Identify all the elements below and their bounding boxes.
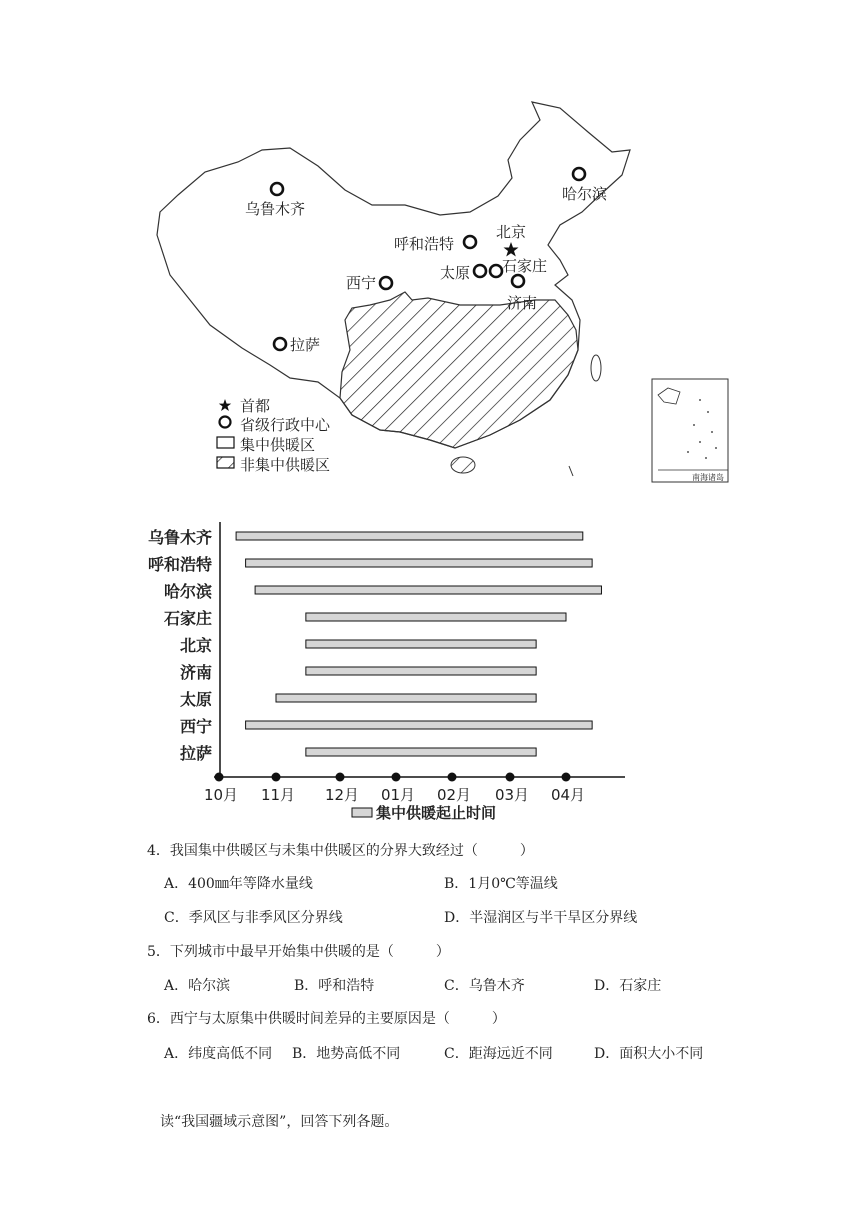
- taiyuan-marker: [474, 265, 486, 277]
- row-label-8: 拉萨: [179, 744, 212, 763]
- bar-7: [246, 721, 593, 729]
- hohhot-marker: [464, 236, 476, 248]
- label-harbin: 哈尔滨: [562, 185, 608, 203]
- row-label-2: 哈尔滨: [163, 582, 212, 601]
- row-label-4: 北京: [179, 636, 212, 655]
- tick-dot-1: [272, 773, 281, 782]
- tick-label-6: 04月: [550, 786, 586, 804]
- tick-label-1: 11月: [260, 786, 296, 804]
- bar-1: [246, 559, 593, 567]
- label-taiyuan: 太原: [440, 264, 471, 282]
- bar-3: [306, 613, 566, 621]
- urumqi-marker: [271, 183, 283, 195]
- row-label-5: 济南: [179, 663, 212, 682]
- tick-label-4: 02月: [436, 786, 472, 804]
- hainan-island: [451, 457, 475, 473]
- tick-label-5: 03月: [494, 786, 530, 804]
- legend-blank-box-icon: [217, 437, 234, 448]
- harbin-marker: [573, 168, 585, 180]
- tick-dot-0: [215, 773, 224, 782]
- label-beijing: 北京: [496, 223, 527, 241]
- question-6-option-c: C．距海远近不同: [444, 1046, 553, 1062]
- question-4-option-b: B．1月0℃等温线: [444, 876, 558, 892]
- label-jinan: 济南: [507, 294, 538, 312]
- question-6-option-d: D．面积大小不同: [594, 1046, 704, 1062]
- question-4-option-c: C．季风区与非季风区分界线: [164, 910, 343, 926]
- row-label-7: 西宁: [179, 717, 212, 736]
- question-5-stem: 5．下列城市中最早开始集中供暖的是（ ）: [147, 944, 450, 960]
- bar-0: [236, 532, 583, 540]
- bar-2: [255, 586, 601, 594]
- gantt-chart-svg: [0, 510, 860, 830]
- tick-dot-6: [562, 773, 571, 782]
- tick-dot-2: [336, 773, 345, 782]
- tick-dot-5: [506, 773, 515, 782]
- label-xining: 西宁: [346, 274, 377, 292]
- tick-dot-3: [392, 773, 401, 782]
- label-south-sea-islands: 南海诸岛: [692, 473, 724, 482]
- question-6-option-a: A．纬度高低不同: [164, 1046, 273, 1062]
- row-label-1: 呼和浩特: [147, 555, 212, 574]
- label-lhasa: 拉萨: [290, 336, 321, 354]
- tick-label-0: 10月: [203, 786, 239, 804]
- question-5-option-a: A．哈尔滨: [164, 978, 231, 994]
- bar-5: [306, 667, 536, 675]
- question-4-option-d: D．半湿润区与半干旱区分界线: [444, 910, 638, 926]
- jinan-marker: [512, 275, 524, 287]
- question-6-stem: 6．西宁与太原集中供暖时间差异的主要原因是（ ）: [147, 1011, 506, 1027]
- chart-legend-label: 集中供暖起止时间: [376, 804, 497, 822]
- legend-hatched-box-icon: [217, 457, 234, 468]
- bar-8: [306, 748, 536, 756]
- chart-legend-swatch: [352, 808, 372, 817]
- tick-dot-4: [448, 773, 457, 782]
- row-label-0: 乌鲁木齐: [147, 528, 212, 547]
- legend-circle-icon: [220, 417, 231, 428]
- tick-label-2: 12月: [324, 786, 360, 804]
- south-sea-inset: [652, 379, 728, 482]
- legend-capital-label: 首都: [240, 397, 271, 415]
- shijiazhuang-marker: [490, 265, 502, 277]
- row-label-3: 石家庄: [163, 609, 212, 628]
- question-4-option-a: A．400㎜年等降水量线: [164, 876, 313, 892]
- row-label-6: 太原: [179, 690, 212, 709]
- non-central-heating-area: [340, 292, 578, 448]
- question-5-option-c: C．乌鲁木齐: [444, 978, 525, 994]
- label-shijiazhuang: 石家庄: [502, 257, 548, 275]
- label-hohhot: 呼和浩特: [394, 235, 455, 253]
- footer-instruction: 读“我国疆域示意图”，回答下列各题。: [160, 1114, 399, 1130]
- legend-star-icon: [219, 399, 231, 411]
- bar-4: [306, 640, 536, 648]
- tick-label-3: 01月: [380, 786, 416, 804]
- taiwan-island: [591, 355, 601, 381]
- bar-6: [276, 694, 536, 702]
- question-5-option-d: D．石家庄: [594, 978, 662, 994]
- label-urumqi: 乌鲁木齐: [245, 200, 306, 218]
- question-6-option-b: B．地势高低不同: [292, 1046, 401, 1062]
- lhasa-marker: [274, 338, 286, 350]
- legend-non-central-label: 非集中供暖区: [240, 456, 331, 474]
- legend-central-label: 集中供暖区: [240, 436, 316, 454]
- xining-marker: [380, 277, 392, 289]
- legend-provincial-label: 省级行政中心: [240, 416, 331, 434]
- question-5-option-b: B．呼和浩特: [294, 978, 375, 994]
- question-4-stem: 4．我国集中供暖区与未集中供暖区的分界大致经过（ ）: [147, 843, 534, 859]
